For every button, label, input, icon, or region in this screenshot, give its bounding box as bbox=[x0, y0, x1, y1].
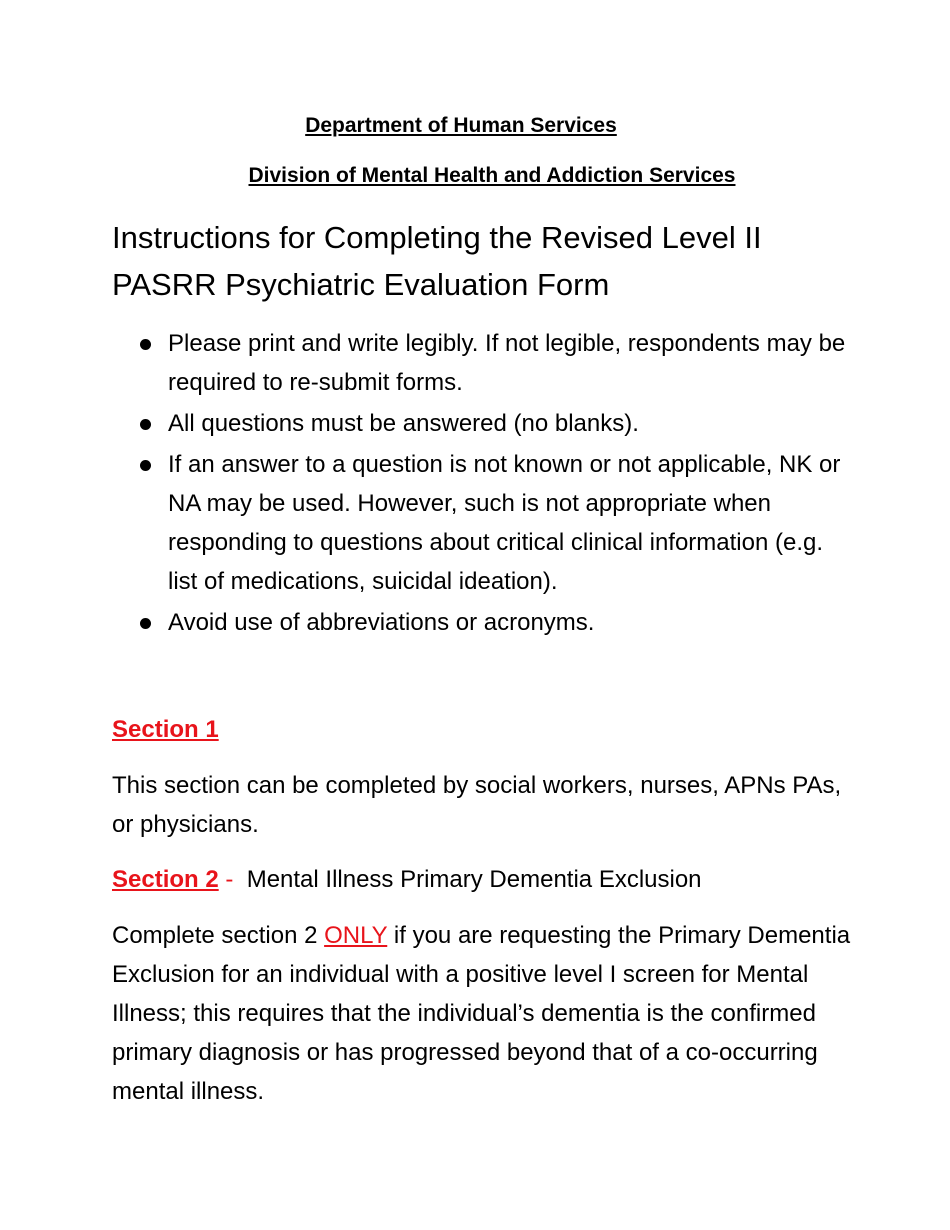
section-1-label: Section 1 bbox=[112, 716, 219, 743]
instructions-list bbox=[112, 324, 852, 644]
section-1-description: This section can be completed by social workers, nurses, APNs PAs, or physicians. bbox=[112, 772, 842, 838]
section-2-heading bbox=[112, 866, 702, 894]
section-1-heading bbox=[112, 716, 219, 744]
department-heading: Department of Human Services bbox=[305, 114, 617, 137]
list-item bbox=[112, 603, 852, 642]
section-2-text-after: if you are requesting the Primary Dementia Exclusion for an individual with a positive level I screen for Mental Illness; this requires that the individual’s dementia is the confirmed primary diagnosis or has progressed beyond that of a co-occurring mental illness. bbox=[112, 922, 857, 1105]
section-2-description bbox=[112, 916, 857, 1111]
section-2-label: Section 2 bbox=[112, 866, 219, 893]
instruction-text: If an answer to a question is not known or not applicable, NK or NA may be used. However, such is not appropriate when responding to questions about critical clinical information (e.g. list of medications, suicidal ideation). bbox=[168, 451, 841, 595]
section-2-subtitle: Mental Illness Primary Dementia Exclusion bbox=[240, 866, 702, 893]
list-item bbox=[112, 324, 852, 402]
section-2-dash: - bbox=[218, 866, 241, 893]
bullet-icon bbox=[140, 339, 151, 350]
section-2-text-before: Complete section 2 bbox=[112, 922, 325, 949]
document-title: Instructions for Completing the Revised Level II PASRR Psychiatric Evaluation Form bbox=[112, 220, 762, 302]
instruction-text: All questions must be answered (no blanks). bbox=[168, 410, 639, 437]
bullet-icon bbox=[140, 460, 151, 471]
bullet-icon bbox=[140, 618, 151, 629]
list-item bbox=[112, 404, 852, 443]
instruction-text: Please print and write legibly. If not legible, respondents may be required to re-submit forms. bbox=[168, 330, 846, 396]
division-heading: Division of Mental Health and Addiction Services bbox=[248, 164, 736, 187]
list-item bbox=[112, 445, 852, 601]
bullet-icon bbox=[140, 419, 151, 430]
only-emphasis: ONLY bbox=[324, 922, 388, 949]
instruction-text: Avoid use of abbreviations or acronyms. bbox=[168, 609, 595, 636]
